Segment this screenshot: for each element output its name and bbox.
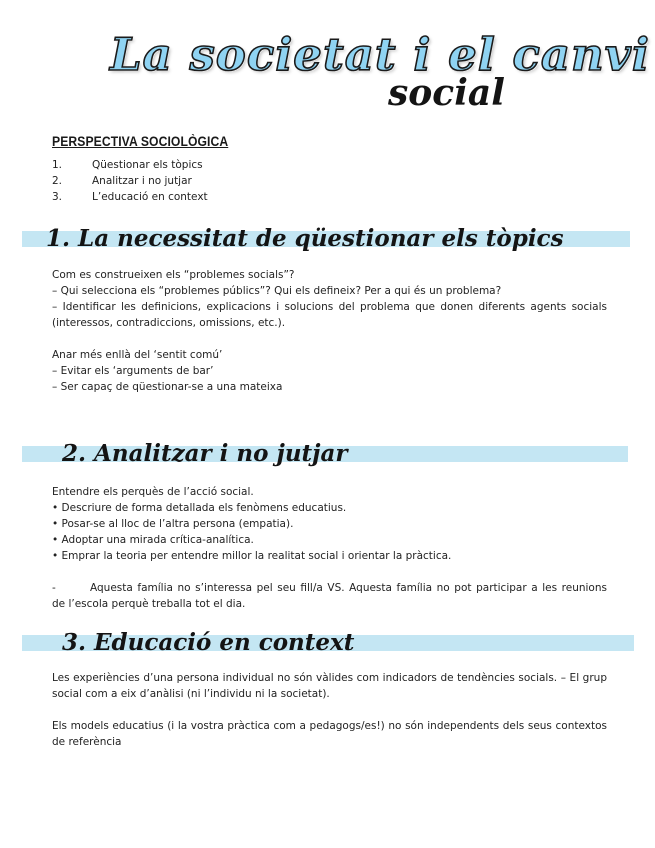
bullet-item: • Descriure de forma detallada els fenòmens educatius. [52,502,347,514]
section-1-body [52,267,607,395]
bullet-item: • Emprar la teoria per entendre millor la realitat social i orientar la pràctica. [52,550,452,562]
section-2-title: 2. Analitzar i no jutjar [62,440,348,467]
paragraph-line: Anar més enllà del ‘sentit comú’ [52,349,223,361]
perspective-list [52,157,208,205]
list-item-text: Qüestionar els tòpics [92,159,203,171]
page-title [110,20,651,120]
example-dash: - [52,582,56,594]
paragraph-line: Entendre els perquès de l’acció social. [52,486,254,498]
paragraph-line: Com es construeixen els “problemes socials”? [52,269,295,281]
paragraph-line: social com a eix d’anàlisi (ni l’individu ni la societat). [52,688,330,700]
bullet-item: • Adoptar una mirada crítica-analítica. [52,534,254,546]
paragraph-line: – Identificar les definicions, explicacions i solucions del problema que donen diferents agents socials [52,301,607,313]
paragraph-line: Els models educatius (i la vostra pràctica com a pedagogs/es!) no són independents dels seus contextos [52,720,607,732]
example-text: Aquesta família no s’interessa pel seu fill/a VS. Aquesta família no pot participar a les reunions [90,582,607,594]
paragraph-line: – Qui selecciona els “problemes públics”? Qui els defineix? Per a qui és un problema? [52,285,502,297]
title-main-text: La societat i el canvi [110,28,651,81]
list-item-number: 1. [52,159,63,171]
bullet-item: • Posar-se al lloc de l’altra persona (empatia). [52,518,294,530]
section-2-body [52,484,607,612]
paragraph-line: – Evitar els ‘arguments de bar’ [52,365,214,377]
list-item-number: 2. [52,175,63,187]
paragraph-line: – Ser capaç de qüestionar-se a una mateixa [52,381,283,393]
section-3-body [52,670,607,750]
perspective-heading: PERSPECTIVA SOCIOLÒGICA [52,134,229,149]
paragraph-line: Les experiències d’una persona individual no són vàlides com indicadors de tendències socials. – El grup [52,672,607,684]
list-item-text: Analitzar i no jutjar [92,175,192,187]
title-sub-text: social [388,72,505,114]
list-item-text: L’educació en context [92,191,208,203]
section-3-title: 3. Educació en context [62,629,355,656]
example-line: de l’escola perquè treballa tot el dia. [52,598,246,610]
list-item [52,173,208,189]
list-item [52,157,208,173]
paragraph-line: de referència [52,736,122,748]
paragraph-line: (interessos, contradiccions, omissions, etc.). [52,317,286,329]
example-line [52,580,607,596]
section-1-title: 1. La necessitat de qüestionar els tòpics [46,225,564,252]
list-item [52,189,208,205]
list-item-number: 3. [52,191,63,203]
